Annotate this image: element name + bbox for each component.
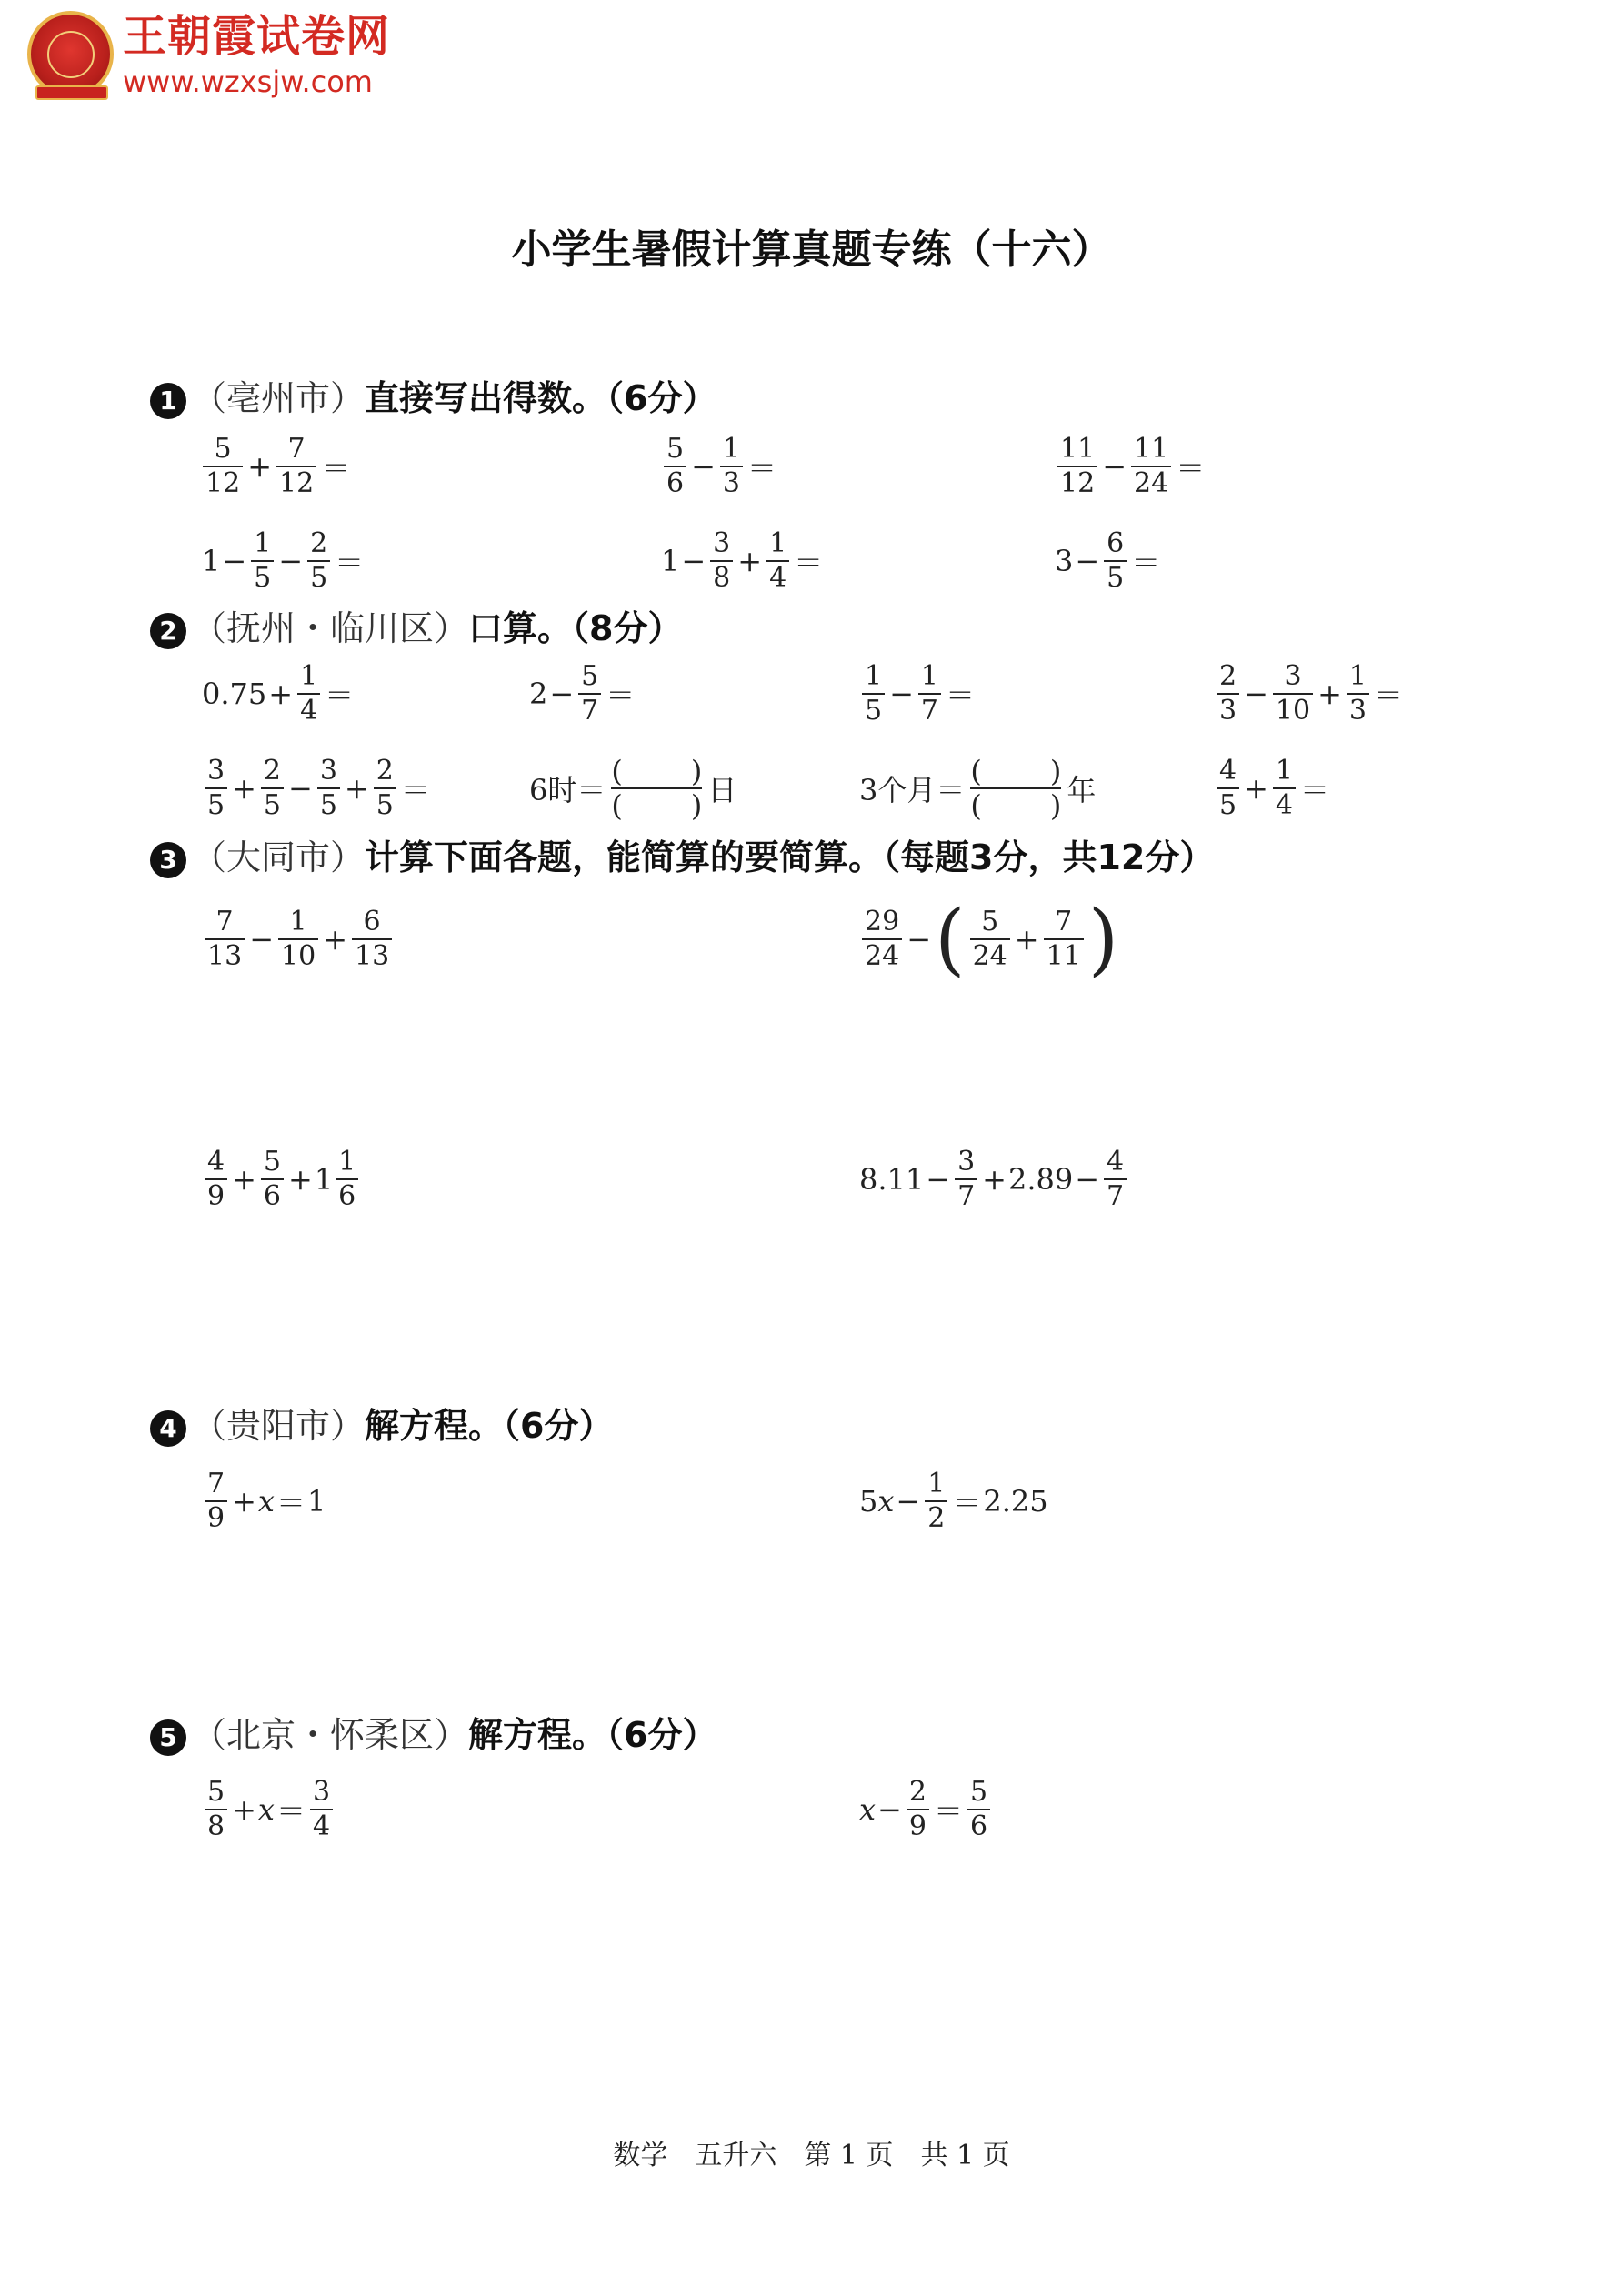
question-4-header — [150, 1405, 613, 1447]
operator: + — [737, 544, 763, 578]
math-term: x — [859, 1792, 877, 1827]
expression — [859, 747, 1096, 829]
numerator: 5 — [581, 660, 599, 692]
question-source: （亳州市） — [192, 378, 366, 418]
fraction — [970, 906, 1010, 973]
math-term: ( — [935, 894, 966, 985]
question-5-header — [150, 1714, 716, 1756]
fraction — [925, 1468, 947, 1535]
operator: + — [1014, 922, 1039, 957]
denominator: 6 — [967, 1809, 990, 1843]
denominator: 11 — [1044, 938, 1084, 973]
numerator: 11 — [1134, 433, 1169, 465]
numerator: 5 — [981, 906, 999, 937]
denominator: 4 — [310, 1809, 333, 1843]
denominator: 9 — [907, 1809, 929, 1843]
operator: ＝ — [1374, 678, 1404, 713]
site-logo — [27, 11, 427, 106]
math-term: 日 — [707, 773, 737, 807]
question-text: 口算。（8分） — [468, 608, 683, 648]
expression — [202, 520, 366, 602]
numerator: 1 — [300, 660, 318, 692]
fraction — [374, 755, 396, 822]
fraction — [297, 660, 320, 727]
denominator: 6 — [664, 466, 686, 500]
operator: − — [896, 1484, 921, 1519]
math-term: 年 — [1067, 773, 1097, 807]
numerator: 1 — [254, 527, 272, 559]
operator: ＝ — [325, 678, 355, 713]
fraction — [1131, 433, 1171, 500]
numerator: 1 — [289, 906, 307, 937]
denominator: 5 — [1104, 560, 1127, 595]
equation — [202, 1769, 336, 1850]
math-term: 2 — [529, 677, 548, 711]
math-term: 3 — [1055, 544, 1074, 578]
fraction — [317, 755, 340, 822]
operator: − — [926, 1162, 951, 1197]
fraction — [1217, 660, 1239, 727]
denominator: 8 — [205, 1809, 227, 1843]
denominator: 3 — [1217, 693, 1239, 727]
expression — [202, 1138, 361, 1220]
numerator: 6 — [363, 906, 381, 937]
denominator: 10 — [278, 938, 318, 973]
operator: − — [681, 544, 706, 578]
operator: ＝ — [946, 678, 976, 713]
numerator: 11 — [1060, 433, 1096, 465]
numerator: 5 — [969, 1776, 988, 1808]
numerator: 4 — [1107, 1146, 1125, 1178]
operator: − — [249, 922, 274, 957]
math-term: 0.75 — [202, 677, 267, 711]
denominator: 9 — [205, 1178, 227, 1213]
numerator: 5 — [214, 433, 232, 465]
denominator: 12 — [1057, 466, 1097, 500]
fraction — [862, 906, 902, 973]
denominator: 3 — [720, 466, 743, 500]
denominator: 4 — [297, 693, 320, 727]
denominator: 5 — [307, 560, 330, 595]
denominator: 24 — [862, 938, 902, 973]
operator: + — [323, 922, 347, 957]
numerator: 1 — [920, 660, 938, 692]
fraction — [967, 1776, 990, 1843]
brand-url: www.wzxsjw.com — [123, 65, 373, 99]
fraction — [205, 1146, 227, 1213]
operator: + — [344, 771, 369, 806]
question-text: 解方程。（6分） — [468, 1715, 717, 1755]
math-term: x — [877, 1484, 895, 1519]
fraction — [664, 433, 686, 500]
question-source: （大同市） — [192, 837, 366, 877]
denominator: 5 — [1217, 787, 1239, 822]
denominator: 12 — [203, 466, 243, 500]
operator: − — [691, 449, 716, 484]
operator: ＝ — [321, 451, 351, 486]
numerator: 3 — [207, 755, 225, 787]
question-2-header — [150, 607, 682, 649]
fraction — [352, 906, 392, 973]
numerator: 2 — [310, 527, 328, 559]
operator: + — [982, 1162, 1007, 1197]
operator: ＝ — [335, 546, 365, 580]
denominator: 5 — [374, 787, 396, 822]
expression — [859, 1138, 1129, 1220]
expression — [859, 653, 977, 735]
denominator: 6 — [261, 1178, 284, 1213]
math-term: 1 — [314, 1162, 334, 1197]
fraction — [578, 660, 601, 727]
denominator: 10 — [1273, 693, 1313, 727]
expression — [202, 747, 432, 829]
fraction — [276, 433, 316, 500]
fraction — [1347, 660, 1369, 727]
numerator: 7 — [287, 433, 306, 465]
numerator: 2 — [1219, 660, 1237, 692]
numerator: 4 — [1219, 755, 1237, 787]
math-term: 1 — [661, 544, 680, 578]
numerator: 1 — [1275, 755, 1293, 787]
operator: − — [278, 544, 304, 578]
numerator: 5 — [207, 1776, 225, 1808]
denominator: 5 — [251, 560, 274, 595]
denominator: 9 — [205, 1500, 227, 1535]
fraction — [955, 1146, 977, 1213]
operator: ＝ — [606, 678, 636, 713]
numerator: 3 — [1284, 660, 1302, 692]
math-term: 8.11 — [859, 1162, 925, 1197]
fraction — [710, 527, 733, 595]
operator: − — [288, 771, 313, 806]
question-source: （抚州・临川区） — [192, 608, 469, 648]
math-term: 2.89 — [1007, 1162, 1074, 1197]
denominator: 7 — [955, 1178, 977, 1213]
numerator: 2 — [376, 755, 394, 787]
denominator: 3 — [1347, 693, 1369, 727]
numerator: 7 — [215, 906, 234, 937]
question-text: 解方程。（6分） — [365, 1406, 614, 1446]
fraction — [720, 433, 743, 500]
denominator: 7 — [578, 693, 601, 727]
fraction — [918, 660, 941, 727]
fraction — [1044, 906, 1084, 973]
fraction — [766, 527, 789, 595]
fraction — [205, 906, 245, 973]
denominator: 6 — [336, 1178, 358, 1213]
question-source: （北京・怀柔区） — [192, 1715, 469, 1755]
expression — [661, 520, 825, 602]
math-term: 3个月＝ — [859, 773, 966, 807]
operator: − — [549, 677, 575, 711]
fraction — [203, 433, 243, 500]
operator: − — [1075, 1162, 1100, 1197]
math-term: 1 — [306, 1484, 326, 1519]
operator: ＝ — [1131, 546, 1161, 580]
question-number: 3 — [150, 842, 186, 878]
denominator: 12 — [276, 466, 316, 500]
operator: − — [1244, 677, 1268, 711]
question-number: 4 — [150, 1410, 186, 1447]
numerator: 3 — [312, 1776, 331, 1808]
operator: − — [877, 1792, 902, 1827]
denominator: 2 — [925, 1500, 947, 1535]
operator: − — [907, 922, 931, 957]
fraction — [205, 755, 227, 822]
math-term: x — [257, 1484, 275, 1519]
fraction — [205, 1468, 227, 1535]
operator: + — [232, 1792, 256, 1827]
page-footer: 数学 五升六 第 1 页 共 1 页 — [613, 2140, 1010, 2171]
question-number: 2 — [150, 613, 186, 649]
expression — [202, 898, 395, 980]
answer-blank[interactable]: ( ) ( ) — [970, 754, 1062, 823]
fraction — [251, 527, 274, 595]
numerator: 4 — [207, 1146, 225, 1178]
operator: + — [232, 1162, 256, 1197]
fraction — [1057, 433, 1097, 500]
fraction — [1273, 660, 1313, 727]
denominator: 5 — [261, 787, 284, 822]
question-text: 直接写出得数。（6分） — [365, 378, 717, 418]
expression — [1214, 653, 1405, 735]
expression — [1214, 747, 1331, 829]
fraction — [310, 1776, 333, 1843]
math-term: 2.25 — [983, 1484, 1048, 1519]
denominator: 5 — [205, 787, 227, 822]
operator: ＝ — [1176, 451, 1206, 486]
expression — [529, 747, 736, 829]
fraction — [205, 1776, 227, 1843]
numerator: 2 — [263, 755, 281, 787]
question-number: 1 — [150, 383, 186, 419]
seal-ring — [47, 31, 95, 78]
expression — [202, 653, 356, 735]
numerator: 2 — [908, 1776, 927, 1808]
numerator: 1 — [769, 527, 787, 559]
math-term: ) — [1087, 894, 1119, 985]
fraction — [907, 1776, 929, 1843]
fraction — [261, 755, 284, 822]
operator: ＝ — [276, 1486, 306, 1520]
denominator: 24 — [1131, 466, 1171, 500]
expression — [661, 426, 778, 507]
numerator: 6 — [1107, 527, 1125, 559]
operator: ＝ — [400, 773, 430, 807]
seal-ribbon — [35, 85, 108, 100]
denominator: 4 — [766, 560, 789, 595]
equation — [202, 1460, 326, 1542]
operator: ＝ — [276, 1794, 306, 1829]
numerator: 29 — [865, 906, 900, 937]
page-title: 小学生暑假计算真题专练（十六） — [511, 226, 1112, 273]
operator: − — [1102, 449, 1127, 484]
operator: + — [288, 1162, 313, 1197]
operator: + — [268, 677, 294, 711]
operator: − — [222, 544, 247, 578]
expression — [1055, 520, 1162, 602]
numerator: 1 — [338, 1146, 356, 1178]
denominator: 8 — [710, 560, 733, 595]
brand-name: 王朝霞试卷网 — [123, 11, 391, 62]
operator: + — [232, 771, 256, 806]
numerator: 5 — [666, 433, 685, 465]
expression — [1055, 426, 1207, 507]
expression — [200, 426, 352, 507]
fraction — [278, 906, 318, 973]
numerator: 1 — [722, 433, 740, 465]
question-source: （贵阳市） — [192, 1406, 366, 1446]
operator: + — [247, 449, 272, 484]
operator: ＝ — [1300, 773, 1330, 807]
denominator: 24 — [970, 938, 1010, 973]
math-term: 1 — [202, 544, 221, 578]
operator: − — [1075, 544, 1100, 578]
operator: + — [1317, 677, 1342, 711]
fraction — [307, 527, 330, 595]
math-term: 6时＝ — [529, 773, 606, 807]
equation — [859, 1769, 993, 1850]
denominator: 5 — [862, 693, 885, 727]
fraction — [261, 1146, 284, 1213]
math-term: 5 — [859, 1484, 878, 1519]
question-3-header — [150, 837, 1214, 878]
question-number: 5 — [150, 1719, 186, 1756]
fraction — [1104, 527, 1127, 595]
question-text: 计算下面各题，能简算的要简算。（每题3分，共12分） — [365, 837, 1215, 877]
fraction — [1273, 755, 1296, 822]
operator: ＝ — [747, 451, 777, 486]
operator: − — [889, 677, 914, 711]
expression — [529, 653, 636, 735]
denominator: 13 — [205, 938, 245, 973]
expression — [859, 894, 1120, 985]
operator: + — [232, 1484, 256, 1519]
numerator: 3 — [957, 1146, 976, 1178]
numerator: 7 — [207, 1468, 225, 1499]
fraction — [1104, 1146, 1127, 1213]
operator: ＝ — [952, 1486, 982, 1520]
numerator: 7 — [1055, 906, 1073, 937]
fraction — [862, 660, 885, 727]
numerator: 5 — [263, 1146, 281, 1178]
operator: ＝ — [933, 1794, 963, 1829]
math-term: x — [257, 1792, 275, 1827]
fraction — [1217, 755, 1239, 822]
denominator: 7 — [1104, 1178, 1127, 1213]
question-1-header — [150, 377, 716, 419]
answer-blank[interactable]: ( ) ( ) — [611, 754, 703, 823]
numerator: 3 — [319, 755, 337, 787]
numerator: 1 — [865, 660, 883, 692]
denominator: 5 — [317, 787, 340, 822]
operator: + — [1244, 771, 1268, 806]
seal-icon — [27, 11, 114, 97]
numerator: 1 — [1348, 660, 1367, 692]
numerator: 3 — [713, 527, 731, 559]
denominator: 13 — [352, 938, 392, 973]
denominator: 7 — [918, 693, 941, 727]
fraction — [336, 1146, 358, 1213]
numerator: 1 — [927, 1468, 946, 1499]
denominator: 4 — [1273, 787, 1296, 822]
equation — [859, 1460, 1048, 1542]
operator: ＝ — [794, 546, 824, 580]
